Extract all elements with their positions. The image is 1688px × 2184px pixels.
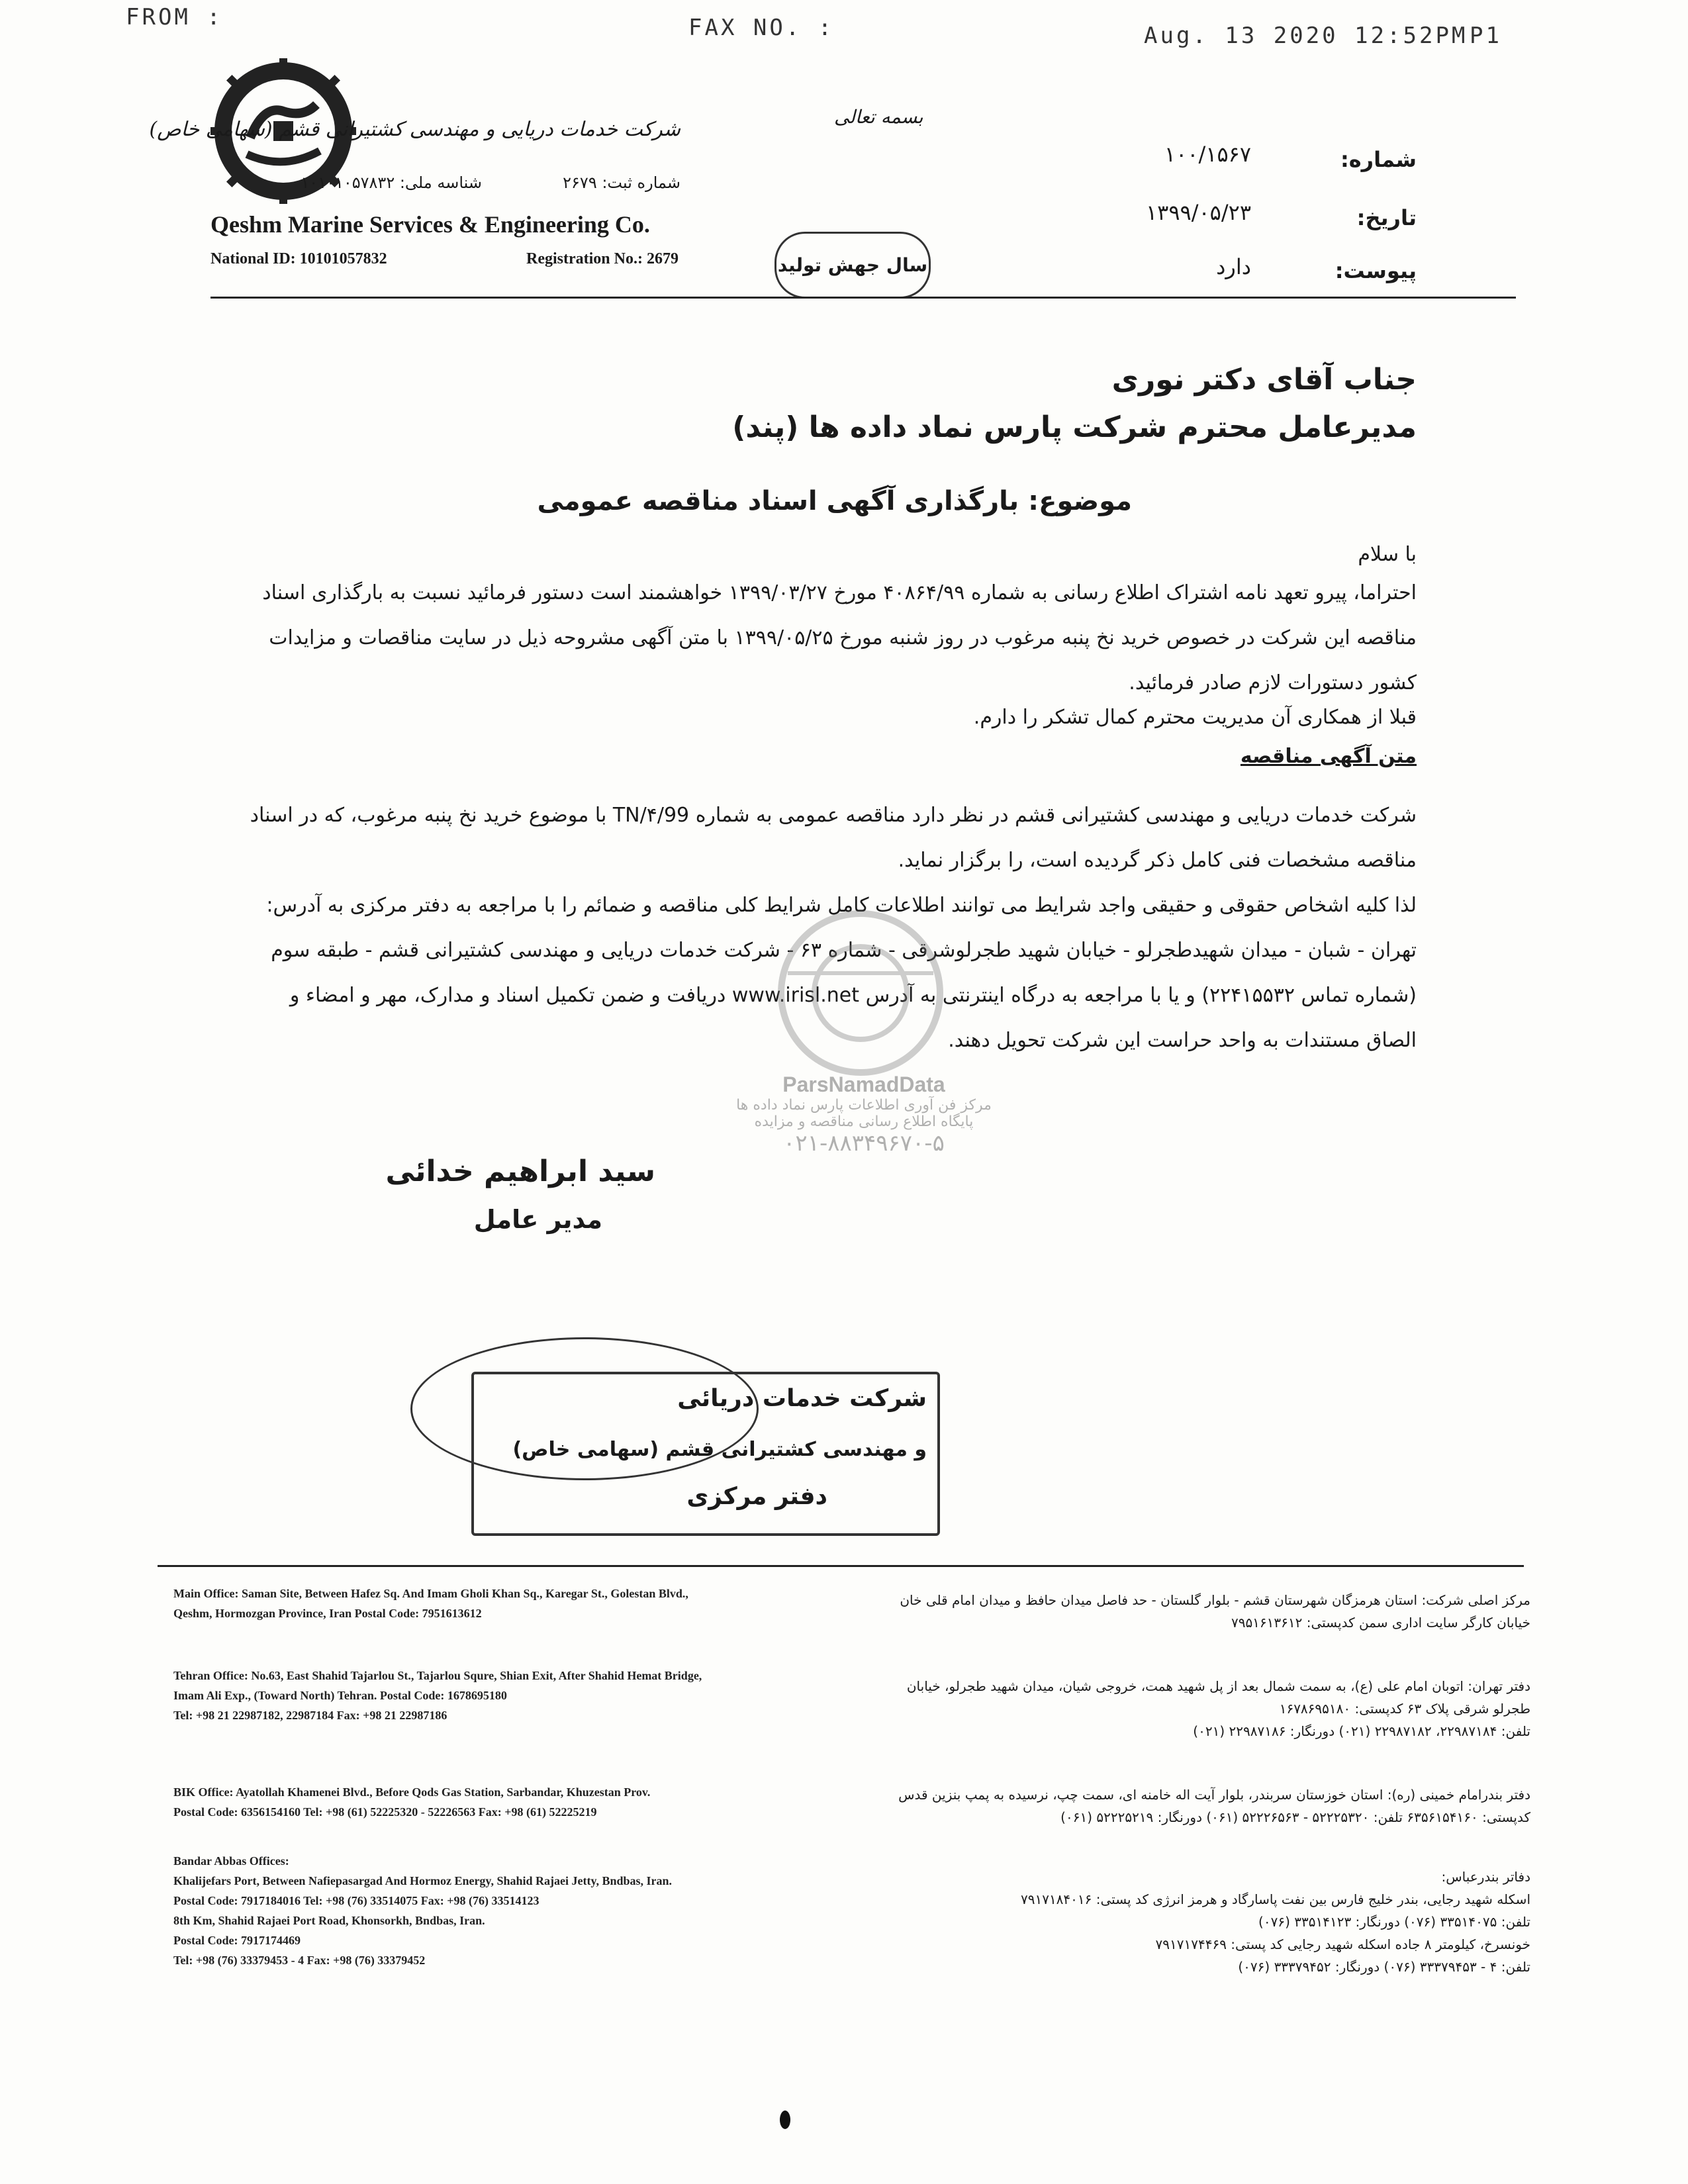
fax-datetime: Aug. 13 2020 12:52PM [1144,23,1468,49]
footer-bik-office-fa: دفتر بندرامام خمینی (ره): استان خوزستان سربندر، بلوار آیت اله خامنه ای، سمت چپ، نرسیده به پمپ بنزین قدس کدپستی: ۶۳۵۶۱۵۴۱۶۰ تلفن: ۵۲۲۲۵۳۲۰ - ۵۲۲۲۶۵۶۳ (۰۶۱) دورنگار: ۵۲۲۲۵۲۱۹ (۰۶۱) [898,1787,1530,1825]
footer-main-office-en: Main Office: Saman Site, Between Hafez Sq. And Imam Gholi Khan Sq., Karegar St., Golestan Blvd., Qeshm, Hormozgan Province, Iran Postal Code: 7951613612 [173,1587,688,1620]
signatory-name: سید ابراهیم خدائی [385,1155,655,1188]
stamp-line-2: و مهندسی کشتیرانی قشم (سهامی خاص) [512,1438,927,1461]
letter-date-value: ۱۳۹۹/۰۵/۲۳ [1145,200,1251,225]
fax-from-label: FROM : [126,4,223,30]
fax-page-number: P1 [1470,23,1502,49]
recipient-name: جناب آقای دکتر نوری [1111,363,1417,397]
watermark [715,1072,1013,1157]
salutation: با سلام [1358,543,1417,566]
footer-bik-office-en: BIK Office: Ayatollah Khamenei Blvd., Before Qods Gas Station, Sarbandar, Khuzestan Prov. Postal Code: 6356154160 Tel: +98 (61) 52225320 - 52226563 Fax: +98 (61) 52225219 [173,1785,651,1819]
footer-tehran-office-fa: دفتر تهران: اتوبان امام علی (ع)، به سمت شمال بعد از پل شهید همت، خروجی شیان، میدان شهید طجرلو، خیابان طجرلو شرقی پلاک ۶۳ کدپستی: ۱۶۷۸۶۹۵۱۸۰ تلفن: ۲۲۹۸۷۱۸۴، ۲۲۹۸۷۱۸۲ (۰۲۱) دورنگار: ۲۲۹۸۷۱۸۶ (۰۲۱) [906,1678,1530,1739]
watermark-phone: ۰۲۱-۸۸۳۴۹۶۷۰-۵ [783,1130,945,1157]
footer-bandar-abbas-fa: دفاتر بندرعباس: اسکله شهید رجایی، بندر خلیج فارس بین نفت پاسارگاد و هرمز انرژی کد پستی: ۷۹۱۷۱۸۴۰۱۶ تلفن: ۳۳۵۱۴۰۷۵ (۰۷۶) دورنگار: ۳۳۵۱۴۱۲۳ (۰۷۶) خونسرخ، کیلومتر ۸ جاده اسکله شهید رجایی کد پستی: ۷۹۱۷۱۷۴۴۶۹ تلفن: ۴ - ۳۳۳۷۹۴۵۳ (۰۷۶) دورنگار: ۳۳۳۷۹۴۵۲ (۰۷۶) [1020,1869,1530,1975]
letter-number-value: ۱۰۰/۱۵۶۷ [1164,142,1251,167]
footer-bandar-abbas-en: Bandar Abbas Offices: Khalijefars Port, Between Nafiepasargad And Hormoz Energy, Shahid Rajaei Jetty, Bndbas, Iran. Postal Code: 7917184016 Tel: +98 (76) 33514075 Fax: +98 (76) 33514123 8th Km, Shahid Rajaei Port Road, Khonsorkh, Bndbas, Iran. Postal Code: 7917174469 Tel: +98 (76) 33379453 - 4 Fax: +98 (76) 33379452 [173,1854,673,1967]
watermark-logo [748,894,973,1079]
slogan-stamp: سال جهش تولید [774,232,931,299]
company-name-fa: شرکت خدمات دریایی و مهندسی کشتیرانی قشم (سهامی خاص) [149,118,680,141]
footer-divider [158,1565,1524,1567]
footer-tehran-office-en: Tehran Office: No.63, East Shahid Tajarlou St., Tajarlou Squre, Shian Exit, After Shahid Hemat Bridge, Imam Ali Exp., (Toward North) Tehran. Postal Code: 1678695180 Tel: +98 21 22987182, 22987184 Fax: +98 21 22987186 [173,1669,702,1722]
tender-notice-heading: متن آگهی مناقصه [1240,745,1417,768]
tender-notice-paragraph: شرکت خدمات دریایی و مهندسی کشتیرانی قشم در نظر دارد مناقصه عمومی به شماره 99/TN/۴ با موضوع خرید نخ پنبه مرغوب، که در اسناد مناقصه مشخصات فنی کامل ذکر گردیده است، را برگزار نماید. [250,804,1417,872]
national-id-en: National ID: 10101057832 [211,250,387,267]
stamp-line-3: دفتر مرکزی [686,1483,827,1510]
letter-subject: موضوع: بارگذاری آگهی اسناد مناقصه عمومی [537,486,1132,516]
basmala: بسمه تعالی [834,106,923,128]
footer-main-office-fa: مرکز اصلی شرکت: استان هرمزگان شهرستان قشم - بلوار گلستان - حد فاصل میدان حافظ و میدان امام قلی خان خیابان کارگر سایت اداری سمن کدپستی: ۷۹۵۱۶۱۳۶۱۲ [900,1592,1530,1631]
recipient-title: مدیرعامل محترم شرکت پارس نماد داده ها (پند) [732,410,1417,444]
watermark-brand: ParsNamadData [782,1072,945,1096]
attachment-label: پیوست: [1335,258,1417,283]
fax-number-label: FAX NO. : [688,15,835,41]
header-divider [211,297,1516,299]
registration-en: Registration No.: 2679 [526,250,679,267]
stamp-line-1: شرکت خدمات دریائی [677,1385,927,1412]
watermark-line-2: پایگاه اطلاع رسانی مناقصه و مزایده [754,1114,974,1130]
watermark-line-1: مرکز فن آوری اطلاعات پارس نماد داده ها [736,1097,992,1114]
letter-number-label: شماره: [1340,147,1417,172]
tender-address-paragraph: لذا کلیه اشخاص حقوقی و حقیقی واجد شرایط می توانند اطلاعات کامل شرایط کلی مناقصه و ضمائم را با مراجعه به دفتر مرکزی به آدرس: تهران - شبان - میدان شهیدطجرلو - خیابان شهید طجرلوشرقی - شماره ۶۳ - شرکت خدمات دریایی و مهندسی کشتیرانی قشم - طبقه سوم (شماره تماس ۲۲۴۱۵۵۳۲) و یا با مراجعه به درگاه اینترنتی به آدرس www.irisl.net دریافت و ضمن تکمیل اسناد و مدارک، مهر و امضاء و الصاق مستندات به واحد حراست این شرکت تحویل دهند. [266,894,1417,1052]
signatory-title: مدیر عامل [473,1205,602,1234]
registration-fa: شماره ثبت: ۲۶۷۹ [563,173,680,192]
body-paragraph-request: احتراما، پیرو تعهد نامه اشتراک اطلاع رسانی به شماره ۴۰۸۶۴/۹۹ مورخ ۱۳۹۹/۰۳/۲۷ خواهشمند است دستور فرمائید نسبت به بارگذاری اسناد مناقصه این شرکت در خصوص خرید نخ پنبه مرغوب در روز شنبه مورخ ۱۳۹۹/۰۵/۲۵ با متن آگهی مشروحه ذیل در سایت مناقصات و مزایدات کشور دستورات لازم صادر فرمائید. [262,581,1417,694]
company-name-en: Qeshm Marine Services & Engineering Co. [211,211,650,238]
attachment-value: دارد [1216,254,1251,279]
body-paragraph-thanks: قبلا از همکاری آن مدیریت محترم کمال تشکر را دارم. [973,706,1417,729]
scan-artifact-dot [780,2111,790,2129]
national-id-fa: شناسه ملی: ۱۰۱۰۱۰۵۷۸۳۲ [301,173,482,192]
letter-date-label: تاریخ: [1356,205,1417,230]
